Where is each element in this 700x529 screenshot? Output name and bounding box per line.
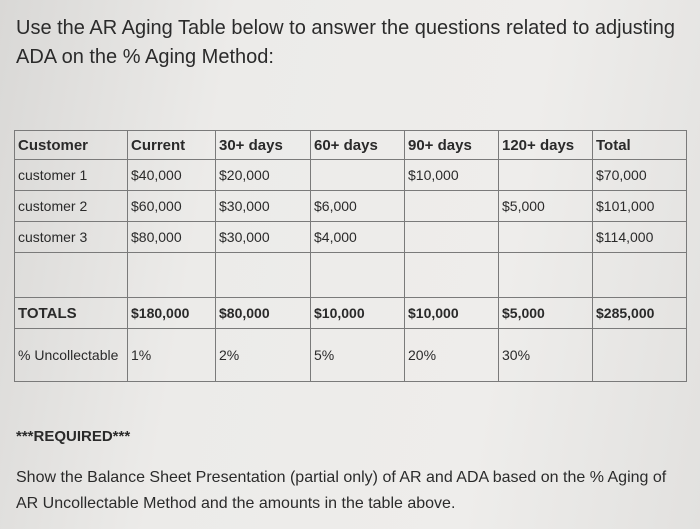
- table-cell: $101,000: [593, 191, 687, 222]
- table-cell: $60,000: [128, 191, 216, 222]
- header-cell: 120+ days: [499, 131, 593, 160]
- table-cell: [405, 222, 499, 253]
- table-cell: $5,000: [499, 191, 593, 222]
- totals-cell: $80,000: [216, 298, 311, 329]
- table-cell: $70,000: [593, 160, 687, 191]
- percent-cell: [593, 329, 687, 382]
- table-cell: [499, 222, 593, 253]
- percent-cell: 2%: [216, 329, 311, 382]
- table-cell: $4,000: [311, 222, 405, 253]
- table-cell: $10,000: [405, 160, 499, 191]
- totals-cell: $285,000: [593, 298, 687, 329]
- table-cell: [405, 191, 499, 222]
- table-cell: $114,000: [593, 222, 687, 253]
- header-cell: 60+ days: [311, 131, 405, 160]
- header-cell: Total: [593, 131, 687, 160]
- table-header-row: [15, 131, 687, 160]
- table-cell: $30,000: [216, 222, 311, 253]
- table-cell: $80,000: [128, 222, 216, 253]
- table-cell: customer 2: [15, 191, 128, 222]
- totals-row: [15, 298, 687, 329]
- table-cell: $20,000: [216, 160, 311, 191]
- table-cell: $30,000: [216, 191, 311, 222]
- table-cell: customer 3: [15, 222, 128, 253]
- totals-cell: $5,000: [499, 298, 593, 329]
- table-cell: customer 1: [15, 160, 128, 191]
- table-row: [15, 222, 687, 253]
- ar-aging-table: [14, 130, 687, 382]
- table-cell: [499, 160, 593, 191]
- table-cell: $6,000: [311, 191, 405, 222]
- header-cell: Customer: [15, 131, 128, 160]
- percent-uncollectable-row: [15, 329, 687, 382]
- totals-cell: $180,000: [128, 298, 216, 329]
- totals-label: TOTALS: [15, 298, 128, 329]
- table-cell: [311, 160, 405, 191]
- totals-cell: $10,000: [405, 298, 499, 329]
- question-text: Show the Balance Sheet Presentation (partial only) of AR and ADA based on the % Aging of AR Uncollectable Method and the amounts in the table above.: [16, 469, 667, 512]
- table-cell: $40,000: [128, 160, 216, 191]
- table-row: [15, 160, 687, 191]
- percent-cell: 1%: [128, 329, 216, 382]
- percent-cell: 20%: [405, 329, 499, 382]
- required-label: ***REQUIRED***: [16, 428, 131, 445]
- instruction-text: Use the AR Aging Table below to answer the questions related to adjusting ADA on the % Aging Method:: [16, 17, 675, 68]
- empty-row: [15, 253, 687, 298]
- header-cell: 90+ days: [405, 131, 499, 160]
- totals-cell: $10,000: [311, 298, 405, 329]
- header-cell: Current: [128, 131, 216, 160]
- percent-label: % Uncollectable: [15, 329, 128, 382]
- table-row: [15, 191, 687, 222]
- percent-cell: 5%: [311, 329, 405, 382]
- header-cell: 30+ days: [216, 131, 311, 160]
- percent-cell: 30%: [499, 329, 593, 382]
